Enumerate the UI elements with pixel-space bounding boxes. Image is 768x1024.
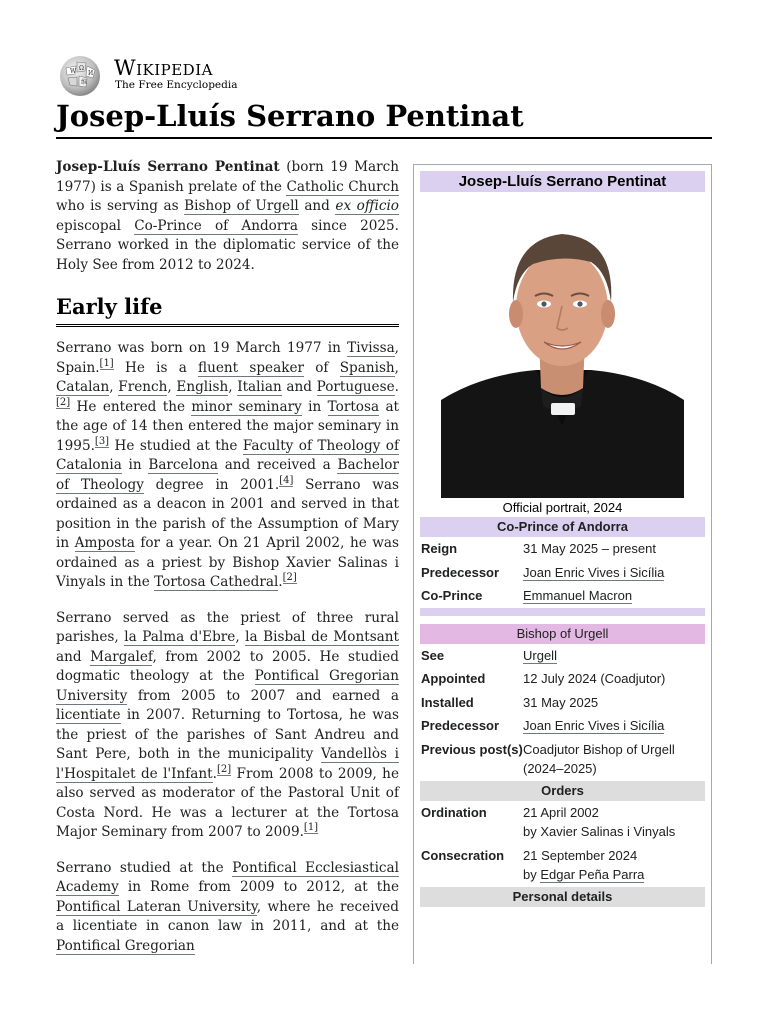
link-ex-officio[interactable]: ex officio	[335, 198, 399, 214]
previous-posts-label: Previous post(s)	[421, 741, 523, 757]
coprince-table	[414, 537, 711, 608]
link-fluent-speaker[interactable]: fluent speaker	[198, 359, 304, 376]
bishop-table	[414, 644, 711, 781]
svg-text:W: W	[70, 68, 77, 75]
link-pontifical-gregorian[interactable]: Pontifical Gregorian	[56, 937, 195, 954]
svg-text:Ω: Ω	[79, 65, 84, 72]
table-row	[414, 801, 711, 844]
reference-2b[interactable]: [2]	[282, 572, 297, 583]
coprince-header: Co-Prince of Andorra	[420, 517, 705, 537]
early-life-paragraph-3: Serrano studied at the Pontifical Ecclesiastical Academy in Rome from 2009 to 2012, at the Pontifical Lateran University, where he received a licentiate in canon law in 2011, and at the Pontifical Gregorian	[56, 859, 399, 954]
coprince-footer-bar	[420, 608, 705, 616]
reference-2c[interactable]: [2]	[216, 763, 232, 775]
link-vandellos[interactable]: Vandellòs i l'Hospitalet de l'Infant	[56, 746, 400, 782]
link-la-palma-debre[interactable]: la Palma d'Ebre	[124, 629, 236, 645]
link-faculty-of-theology-of-catalonia[interactable]: Faculty of Theology of Catalonia	[56, 437, 399, 473]
section-heading-early-life: Early life	[56, 293, 399, 327]
wikipedia-tagline: The Free Encyclopedia	[115, 79, 238, 91]
installed-label: Installed	[421, 694, 474, 710]
link-portuguese[interactable]: Portuguese	[316, 379, 395, 395]
consecration-label: Consecration	[421, 847, 505, 863]
reign-value: 31 May 2025 – present	[523, 541, 656, 556]
table-row	[414, 584, 711, 608]
wikipedia-globe-icon	[56, 54, 104, 98]
link-pontifical-lateran-university[interactable]: Pontifical Lateran University	[56, 898, 257, 915]
bishop-predecessor-label: Predecessor	[421, 718, 500, 733]
portrait-caption: Official portrait, 2024	[502, 500, 623, 515]
installed-value: 31 May 2025	[523, 694, 599, 710]
svg-text:维: 维	[81, 79, 88, 86]
link-la-bisbal-de-montsant[interactable]: la Bisbal de Montsant	[245, 629, 400, 645]
orders-table	[414, 801, 711, 887]
reign-label: Reign	[421, 541, 458, 556]
table-row	[414, 667, 711, 691]
link-minor-seminary[interactable]: minor seminary	[191, 398, 302, 415]
appointed-label: Appointed	[421, 671, 486, 686]
see-label: See	[421, 647, 445, 663]
link-bishop-of-urgell[interactable]: Bishop of Urgell	[184, 198, 299, 214]
link-tortosa-cathedral[interactable]: Tortosa Cathedral	[154, 574, 279, 590]
wikipedia-wordmark: Wikipedia	[114, 56, 213, 80]
early-life-paragraph-1: Serrano was born on 19 March 1977 in Tivissa, Spain.[1] He is a fluent speaker of Spanish, Catalan, French, English, Italian and Portuguese.[2] He entered the minor seminary in Tortosa at the age of 14 then entered the major seminary in 1995.[3] He studied at the Faculty of Theology of Catalonia in Barcelona and received a Bachelor of Theology degree in 2001.[4] Serrano was ordained as a deacon in 2001 and served in that position in the parish of the Assumption of Mary in Amposta for a year. On 21 April 2002, he was ordained as a priest by Bishop Xavier Salinas i Vinyals in the Tortosa Cathedral.[2]	[56, 340, 400, 590]
link-pontifical-ecclesiastical-academy[interactable]: Pontifical Ecclesiastical Academy	[56, 859, 399, 895]
svg-text:И: И	[88, 70, 94, 77]
table-row	[414, 691, 711, 715]
table-row	[414, 844, 711, 887]
link-french[interactable]: French	[118, 379, 168, 395]
link-pontifical-gregorian-university[interactable]: Pontifical Gregorian University	[56, 668, 399, 704]
link-catalan[interactable]: Catalan	[56, 379, 110, 395]
lead-paragraph: Josep-Lluís Serrano Pentinat (born 19 March 1977) is a Spanish prelate of the Catholic Church who is serving as Bishop of Urgell and ex officio episcopal Co-Prince of Andorra since 2025. Serrano worked in the diplomatic service of the Holy See from 2012 to 2024.	[56, 159, 400, 273]
coprince-predecessor-label: Predecessor	[421, 564, 500, 580]
link-italian[interactable]: Italian	[237, 379, 282, 395]
table-row	[414, 537, 711, 561]
consecration-value: 21 September 2024 by Edgar Peña Parra	[523, 847, 645, 882]
table-row	[414, 738, 711, 781]
link-tivissa[interactable]: Tivissa	[347, 340, 395, 356]
table-row	[414, 714, 711, 738]
reference-3[interactable]: [3]	[94, 435, 110, 447]
link-amposta[interactable]: Amposta	[74, 535, 135, 551]
link-english[interactable]: English	[176, 379, 229, 395]
wikipedia-logo[interactable]	[56, 54, 296, 94]
link-spanish[interactable]: Spanish	[339, 359, 395, 376]
ordination-value: 21 April 2002 by Xavier Salinas i Vinyals	[523, 804, 676, 839]
ordination-label: Ordination	[421, 804, 487, 820]
link-edgar-pena-parra[interactable]: Edgar Peña Parra	[540, 867, 645, 882]
early-life-paragraph-2: Serrano served as the priest of three rural parishes, la Palma d'Ebre, la Bisbal de Montsant and Margalef, from 2002 to 2005. He studied dogmatic theology at the Pontifical Gregorian University from 2005 to 2007 and earned a licentiate in 2007. Returning to Tortosa, he was the priest of the parishes of Sant Andreu and Sant Pere, both in the municipality Vandellòs i l'Hospitalet de l'Infant.[2] From 2008 to 2009, he also served as moderator of the Pastoral Unit of Costa Nord. He was a lecturer at the Tortosa Major Seminary from 2007 to 2009.[1]	[56, 609, 400, 840]
link-catholic-church[interactable]: Catholic Church	[286, 178, 399, 195]
reference-1b[interactable]: [1]	[303, 822, 319, 833]
lead-subject: Josep-Lluís Serrano Pentinat	[56, 159, 280, 175]
page-title: Josep-Lluís Serrano Pentinat	[56, 96, 712, 139]
link-co-prince-of-andorra[interactable]: Co-Prince of Andorra	[134, 217, 298, 234]
link-urgell[interactable]: Urgell	[523, 647, 557, 663]
link-barcelona[interactable]: Barcelona	[148, 457, 218, 473]
appointed-value: 12 July 2024 (Coadjutor)	[523, 671, 666, 686]
link-tortosa[interactable]: Tortosa	[327, 398, 380, 415]
previous-posts-value: Coadjutor Bishop of Urgell (2024–2025)	[523, 741, 675, 776]
link-margalef[interactable]: Margalef	[90, 648, 153, 665]
infobox	[413, 164, 712, 964]
bishop-header: Bishop of Urgell	[420, 624, 705, 644]
reference-2[interactable]: [2]	[56, 396, 71, 408]
link-emmanuel-macron[interactable]: Emmanuel Macron	[523, 588, 633, 603]
link-licentiate[interactable]: licentiate	[56, 707, 121, 723]
coprince-label: Co-Prince	[421, 588, 483, 603]
table-row	[414, 644, 711, 668]
reference-1[interactable]: [1]	[99, 357, 114, 369]
article-body	[56, 158, 399, 972]
portrait-image[interactable]	[441, 210, 684, 498]
link-bachelor-of-theology[interactable]: Bachelor of Theology	[56, 457, 399, 493]
reference-4[interactable]: [4]	[279, 474, 294, 486]
table-row	[414, 561, 711, 585]
orders-header: Orders	[420, 781, 705, 801]
link-coprince-predecessor[interactable]: Joan Enric Vives i Sicília	[523, 564, 665, 580]
link-bishop-predecessor[interactable]: Joan Enric Vives i Sicília	[523, 718, 665, 733]
infobox-title: Josep-Lluís Serrano Pentinat	[420, 171, 705, 192]
personal-details-header: Personal details	[420, 887, 705, 907]
